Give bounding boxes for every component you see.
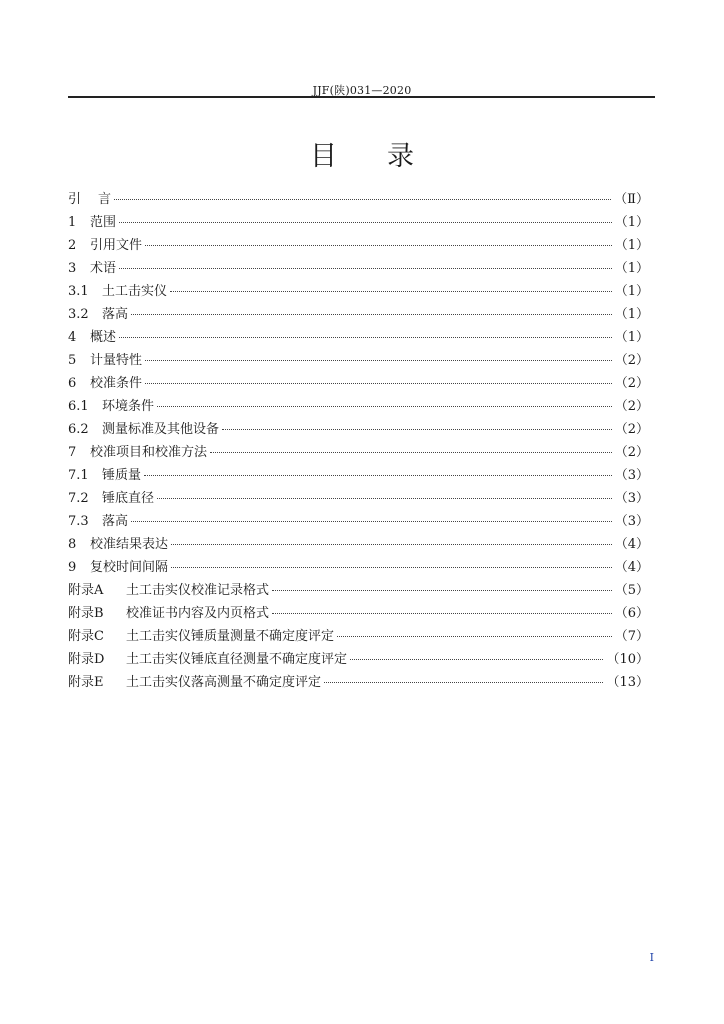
toc-entry[interactable] <box>68 303 649 326</box>
toc-entry[interactable] <box>68 487 649 510</box>
toc-entry-label: 土工击实仪锤底直径测量不确定度评定 <box>126 652 348 667</box>
toc-entry-number: 3.2 <box>68 307 89 322</box>
toc-entry-page: （Ⅱ） <box>614 192 649 207</box>
toc-entry-page: （1） <box>614 284 649 299</box>
dot-leader <box>144 462 612 476</box>
table-of-contents <box>68 188 649 694</box>
toc-entry-label: 土工击实仪落高测量不确定度评定 <box>126 675 322 690</box>
dot-leader <box>337 623 612 637</box>
document-code-header: JJF(陕)031—2020 <box>312 84 412 97</box>
toc-entry-page: （3） <box>614 468 649 483</box>
dot-leader <box>157 393 612 407</box>
toc-entry-number: 7.3 <box>68 514 89 529</box>
toc-entry[interactable] <box>68 671 649 694</box>
dot-leader <box>170 278 612 292</box>
toc-entry-number: 附录D <box>68 652 105 667</box>
toc-entry-page: （3） <box>614 514 649 529</box>
toc-entry[interactable] <box>68 372 649 395</box>
toc-entry[interactable] <box>68 234 649 257</box>
dot-leader <box>131 301 612 315</box>
toc-entry-label: 锤底直径 <box>102 491 155 506</box>
toc-entry-page: （2） <box>614 353 649 368</box>
toc-entry-number: 6 <box>68 376 77 391</box>
toc-entry-page: （13） <box>606 675 649 690</box>
toc-entry-number: 3.1 <box>68 284 89 299</box>
toc-entry-number: 7 <box>68 445 77 460</box>
toc-entry-page: （3） <box>614 491 649 506</box>
toc-entry[interactable] <box>68 395 649 418</box>
toc-entry[interactable] <box>68 579 649 602</box>
dot-leader <box>145 232 612 246</box>
toc-entry-number: 附录E <box>68 675 104 690</box>
toc-entry-number: 7.2 <box>68 491 89 506</box>
toc-entry-label: 土工击实仪 <box>102 284 168 299</box>
toc-entry-number: 6.1 <box>68 399 89 414</box>
dot-leader <box>222 416 612 430</box>
toc-entry-number: 5 <box>68 353 77 368</box>
toc-entry[interactable] <box>68 349 649 372</box>
toc-entry-page: （7） <box>614 629 649 644</box>
toc-entry-label: 校准证书内容及内页格式 <box>126 606 270 621</box>
toc-entry[interactable] <box>68 648 649 671</box>
toc-entry-number: 6.2 <box>68 422 89 437</box>
toc-entry-number: 1 <box>68 215 77 230</box>
dot-leader <box>272 577 612 591</box>
toc-entry[interactable] <box>68 602 649 625</box>
dot-leader <box>145 370 612 384</box>
toc-entry-number: 附录C <box>68 629 104 644</box>
dot-leader <box>119 324 612 338</box>
toc-entry-label: 校准条件 <box>90 376 143 391</box>
toc-entry[interactable] <box>68 441 649 464</box>
dot-leader <box>171 531 612 545</box>
toc-entry[interactable] <box>68 510 649 533</box>
dot-leader <box>350 646 603 660</box>
toc-entry-label: 落高 <box>102 514 129 529</box>
dot-leader <box>272 600 612 614</box>
toc-entry-label: 土工击实仪校准记录格式 <box>126 583 270 598</box>
toc-entry-label: 范围 <box>90 215 117 230</box>
toc-entry-page: （1） <box>614 330 649 345</box>
toc-entry-page: （1） <box>614 261 649 276</box>
dot-leader <box>114 186 611 200</box>
toc-entry[interactable] <box>68 211 649 234</box>
toc-entry-page: （4） <box>614 537 649 552</box>
dot-leader <box>171 554 612 568</box>
toc-entry-number: 附录A <box>68 583 104 598</box>
toc-entry[interactable] <box>68 188 649 211</box>
toc-entry-label: 环境条件 <box>102 399 155 414</box>
toc-entry-label: 计量特性 <box>90 353 143 368</box>
toc-entry-page: （2） <box>614 376 649 391</box>
toc-entry-page: （2） <box>614 399 649 414</box>
toc-entry-page: （1） <box>614 215 649 230</box>
dot-leader <box>210 439 612 453</box>
toc-entry-page: （2） <box>614 422 649 437</box>
toc-entry-number: 7.1 <box>68 468 89 483</box>
toc-entry-number: 8 <box>68 537 77 552</box>
toc-entry-label: 校准结果表达 <box>90 537 169 552</box>
dot-leader <box>157 485 612 499</box>
toc-entry-label: 测量标准及其他设备 <box>102 422 220 437</box>
toc-entry[interactable] <box>68 280 649 303</box>
toc-entry-number: 附录B <box>68 606 104 621</box>
toc-entry-number: 9 <box>68 560 77 575</box>
dot-leader <box>119 255 612 269</box>
dot-leader <box>324 669 603 683</box>
toc-entry[interactable] <box>68 418 649 441</box>
toc-entry[interactable] <box>68 556 649 579</box>
toc-entry[interactable] <box>68 533 649 556</box>
toc-entry-label: 言 <box>98 192 112 207</box>
toc-entry-number: 2 <box>68 238 77 253</box>
toc-entry[interactable] <box>68 326 649 349</box>
toc-entry-label: 锤质量 <box>102 468 142 483</box>
dot-leader <box>131 508 612 522</box>
toc-entry-page: （4） <box>614 560 649 575</box>
toc-entry-label: 校准项目和校准方法 <box>90 445 208 460</box>
toc-entry-page: （6） <box>614 606 649 621</box>
toc-entry-label: 概述 <box>90 330 117 345</box>
toc-entry-label: 术语 <box>90 261 117 276</box>
toc-entry-label: 复校时间间隔 <box>90 560 169 575</box>
toc-entry-page: （2） <box>614 445 649 460</box>
page-number: I <box>649 951 654 964</box>
toc-entry[interactable] <box>68 464 649 487</box>
toc-entry-number: 4 <box>68 330 77 345</box>
dot-leader <box>145 347 612 361</box>
toc-entry-number: 引 <box>68 192 82 207</box>
toc-entry-label: 引用文件 <box>90 238 143 253</box>
toc-title: 目录 <box>310 141 464 172</box>
toc-entry-label: 土工击实仪锤质量测量不确定度评定 <box>126 629 335 644</box>
header-rule <box>68 96 655 98</box>
toc-entry-page: （5） <box>614 583 649 598</box>
toc-entry[interactable] <box>68 625 649 648</box>
toc-entry-label: 落高 <box>102 307 129 322</box>
toc-entry-page: （1） <box>614 238 649 253</box>
toc-entry-page: （1） <box>614 307 649 322</box>
toc-entry[interactable] <box>68 257 649 280</box>
toc-entry-number: 3 <box>68 261 77 276</box>
toc-entry-page: （10） <box>606 652 649 667</box>
dot-leader <box>119 209 612 223</box>
